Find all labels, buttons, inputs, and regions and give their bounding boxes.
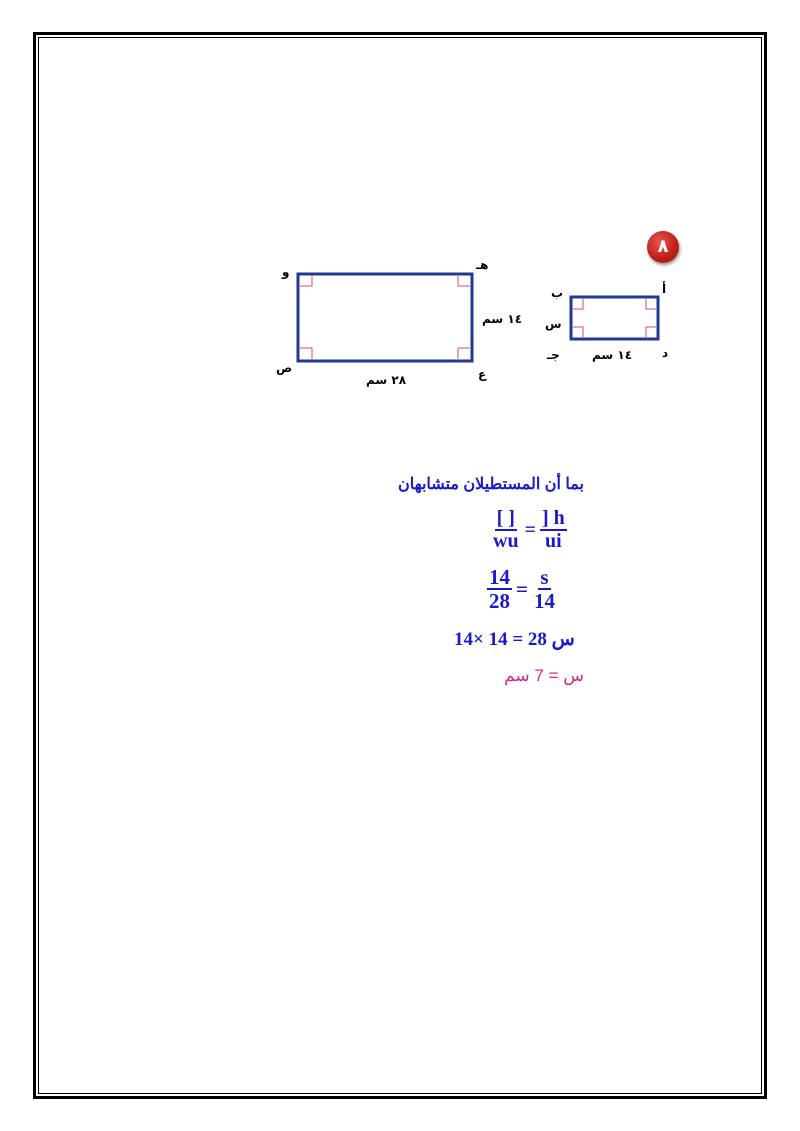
problem-number-badge: ٨ xyxy=(647,231,679,263)
fraction-denominator: 28 xyxy=(489,589,510,614)
large-rect-bottom-length: ٢٨ سم xyxy=(366,373,407,387)
fraction-denominator: wu xyxy=(493,530,519,552)
vertex-label-j: جـ xyxy=(547,348,560,362)
vertex-label-d: د xyxy=(662,346,669,360)
vertex-label-s: ص xyxy=(276,361,293,375)
cross-multiply-equation: 14× 14 = 28 س xyxy=(454,629,575,650)
vertex-label-b: ب xyxy=(551,286,564,300)
fraction-denominator: ui xyxy=(545,530,562,552)
vertex-label-a: أ xyxy=(662,282,667,296)
fraction-numerator: [ ] xyxy=(496,507,515,529)
fraction-right xyxy=(532,566,557,612)
large-rect-side-length: ١٤ سم xyxy=(482,312,523,326)
side-label-s: س xyxy=(545,317,562,331)
fraction-numerator: 14 xyxy=(489,565,510,589)
ratio-equation-1 xyxy=(491,508,567,552)
equals-sign: = xyxy=(524,518,536,541)
final-answer: س = 7 سم xyxy=(504,666,584,685)
vertex-label-w: و xyxy=(282,265,290,279)
large-rect-right-angle-marks xyxy=(300,276,470,359)
vertex-label-h: هـ xyxy=(476,258,489,272)
vertex-label-ayn: ع xyxy=(478,367,487,381)
fraction-denominator: 14 xyxy=(533,589,555,614)
fraction-numerator: s xyxy=(540,565,549,589)
small-rect-right-angle-marks xyxy=(573,299,656,337)
solution-intro: بما أن المستطيلان متشابهان xyxy=(397,476,584,493)
small-rect-bottom-length: ١٤ سم xyxy=(592,348,633,362)
large-rectangle xyxy=(298,274,472,361)
fraction-left xyxy=(491,508,521,552)
fraction-numerator: ] h xyxy=(541,507,565,529)
fraction-left xyxy=(487,566,512,612)
equals-sign: = xyxy=(516,576,528,601)
small-rectangle xyxy=(571,297,658,339)
fraction-right xyxy=(540,508,567,552)
ratio-equation-2 xyxy=(487,566,557,612)
